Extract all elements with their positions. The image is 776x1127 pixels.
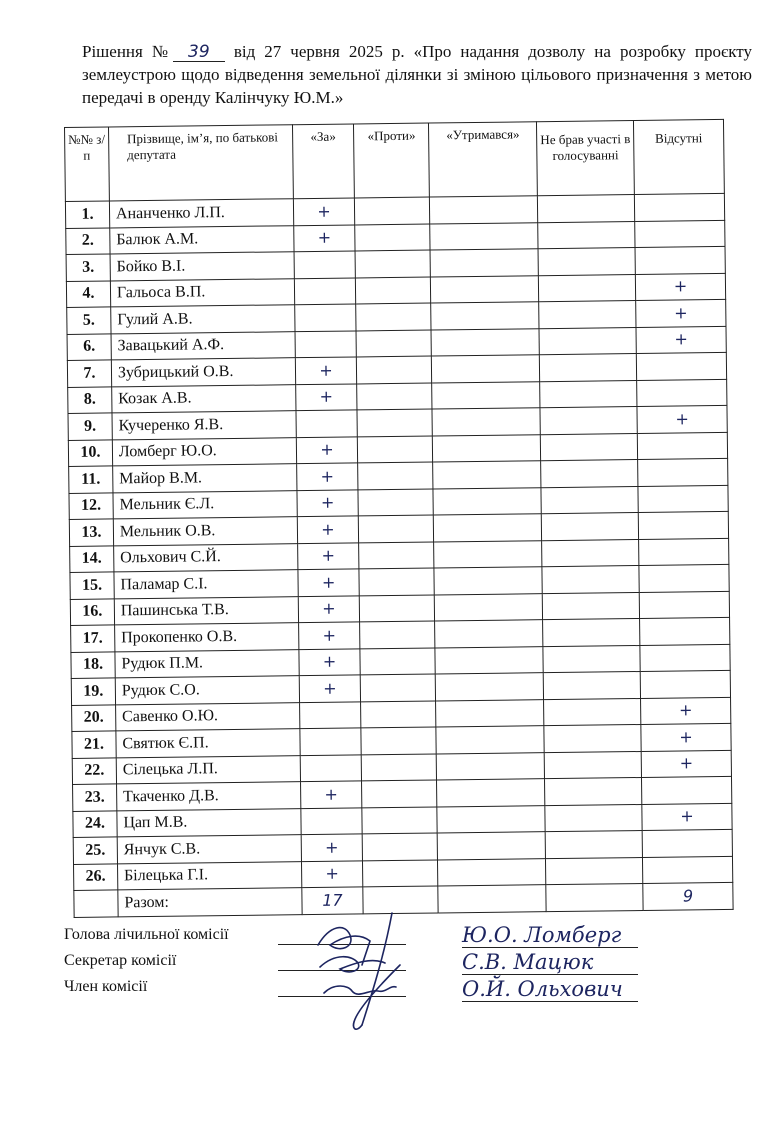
vote-absent-cell: + [641,723,731,751]
row-number: 13. [69,519,113,546]
row-number: 9. [68,413,112,440]
deputy-name: Козак А.В. [112,384,296,413]
vote-for-cell: + [295,383,357,410]
vote-for-cell [296,410,358,437]
row-number: 25. [73,837,117,864]
deputy-name: Мельник Є.Л. [113,490,297,519]
vote-abstain-cell [432,355,540,383]
row-number: 22. [72,757,116,784]
row-number: 18. [71,651,115,678]
vote-abstain-cell [434,567,542,595]
row-number: 12. [69,492,113,519]
role-member: Член комісії [64,978,148,995]
deputy-name: Цап М.В. [117,808,301,837]
vote-for-cell: + [293,224,355,251]
row-number: 17. [71,625,115,652]
vote-absent-cell: + [642,803,732,831]
header-name: Прізвище, ім’я, по батькові депутата [108,125,293,201]
deputy-name: Савенко О.Ю. [115,702,299,731]
total-for: 17 [301,887,363,914]
vote-not-voted-cell [539,274,636,302]
vote-absent-cell [642,829,732,857]
vote-abstain-cell [436,673,544,701]
decision-text: від 27 червня 2025 р. «Про надання дозволу на розробку проєкту землеустрою щодо відведення земельної ділянки зі зміною цільового призначення з метою передачі в оренду Калінчуку Ю.М.» [82,42,752,107]
header-against: «Проти» [354,123,430,198]
vote-not-voted-cell [542,566,639,594]
vote-not-voted-cell [541,486,638,514]
total-absent: 9 [643,882,733,910]
vote-for-cell [295,330,357,357]
vote-abstain-cell [433,461,541,489]
vote-absent-cell [637,432,727,460]
vote-not-voted-cell [542,539,639,567]
vote-absent-cell [636,352,726,380]
vote-not-voted-cell [538,221,635,249]
total-label: Разом: [118,888,302,917]
vote-abstain-cell [430,196,538,224]
vote-for-cell: + [301,860,363,887]
deputy-name: Бойко В.І. [110,252,294,281]
vote-absent-cell [634,193,724,221]
vote-for-cell: + [297,542,359,569]
vote-absent-cell [638,485,728,513]
vote-abstain-cell [430,222,538,250]
row-number: 24. [73,810,117,837]
signature-name-chair: Ю.О. Ломберг [462,923,638,948]
vote-absent-cell [640,644,730,672]
vote-against-cell [360,621,435,648]
vote-abstain-cell [432,408,540,436]
vote-absent-cell: + [637,405,727,433]
vote-for-cell: + [298,648,360,675]
row-number: 19. [71,678,115,705]
vote-against-cell [355,250,430,277]
vote-against-cell [357,409,432,436]
table-body [65,193,732,890]
row-number: 20. [72,704,116,731]
vote-for-cell [294,277,356,304]
vote-not-voted-cell [546,857,643,885]
vote-absent-cell [640,670,730,698]
vote-against-cell [355,197,430,224]
vote-not-voted-cell [542,592,639,620]
vote-absent-cell [639,564,729,592]
vote-abstain-cell [434,514,542,542]
deputy-name: Мельник О.В. [113,517,297,546]
vote-not-voted-cell [545,777,642,805]
vote-absent-cell [639,591,729,619]
header-number: №№ з/п [65,127,110,202]
vote-not-voted-cell [541,460,638,488]
vote-against-cell [363,859,438,886]
deputy-name: Ломберг Ю.О. [112,437,296,466]
vote-absent-cell: + [636,326,726,354]
decision-number: 39 [173,43,225,62]
vote-not-voted-cell [545,830,642,858]
deputy-name: Рудюк П.М. [115,649,299,678]
vote-against-cell [363,833,438,860]
vote-against-cell [362,753,437,780]
deputy-name: Гулий А.В. [111,305,295,334]
vote-not-voted-cell [541,513,638,541]
vote-not-voted-cell [540,380,637,408]
vote-against-cell [361,727,436,754]
vote-absent-cell: + [636,299,726,327]
vote-against-cell [359,568,434,595]
vote-for-cell: + [298,595,360,622]
signature-name-secretary: С.В. Мацюк [462,950,638,975]
vote-absent-cell [637,379,727,407]
vote-abstain-cell [435,646,543,674]
vote-for-cell: + [297,516,359,543]
vote-absent-cell [635,246,725,274]
vote-abstain-cell [431,328,539,356]
vote-not-voted-cell [544,698,641,726]
vote-abstain-cell [433,434,541,462]
vote-for-cell: + [299,675,361,702]
vote-absent-cell [635,220,725,248]
vote-against-cell [356,303,431,330]
vote-absent-cell: + [641,750,731,778]
vote-for-cell: + [296,463,358,490]
vote-not-voted-cell [545,804,642,832]
vote-abstain-cell [433,487,541,515]
deputy-name: Паламар С.І. [114,570,298,599]
vote-for-cell: + [298,622,360,649]
vote-absent-cell [639,538,729,566]
row-number: 14. [70,545,114,572]
deputy-name: Рудюк С.О. [115,676,299,705]
row-number: 26. [74,863,118,890]
vote-for-cell: + [300,781,362,808]
vote-for-cell: + [301,834,363,861]
decision-prefix: Рішення № [82,42,173,61]
row-number: 10. [68,439,112,466]
vote-abstain-cell [437,752,545,780]
vote-for-cell: + [297,489,359,516]
signature-name-member: О.Й. Ольхович [462,977,638,1002]
vote-for-cell [299,728,361,755]
vote-abstain-cell [437,832,545,860]
vote-not-voted-cell [544,724,641,752]
deputy-name: Білецька Г.І. [117,861,301,890]
vote-not-voted-cell [543,619,640,647]
deputy-name: Пашинська Т.В. [114,596,298,625]
vote-abstain-cell [431,275,539,303]
deputy-name: Ольхович С.Й. [114,543,298,572]
row-number: 8. [68,386,112,413]
handwritten-signature-icon [300,905,420,1035]
vote-table [64,119,734,918]
vote-abstain-cell [434,540,542,568]
vote-not-voted-cell [539,327,636,355]
vote-against-cell [355,224,430,251]
row-number: 16. [70,598,114,625]
header-not-voted: Не брав участі в голосуванні [537,121,635,196]
vote-absent-cell [638,458,728,486]
vote-abstain-cell [435,593,543,621]
vote-abstain-cell [435,620,543,648]
row-number: 23. [73,784,117,811]
header-for: «За» [292,124,355,199]
vote-for-cell: + [293,198,355,225]
vote-absent-cell: + [641,697,731,725]
vote-not-voted-cell [538,195,635,223]
vote-not-voted-cell [539,301,636,329]
vote-abstain-cell [437,779,545,807]
deputy-name: Янчук С.В. [117,835,301,864]
vote-absent-cell: + [635,273,725,301]
header-abstain: «Утримався» [429,122,538,197]
deputy-name: Прокопенко О.В. [114,623,298,652]
row-number: 15. [70,572,114,599]
vote-for-cell: + [297,569,359,596]
row-number: 11. [69,466,113,493]
vote-absent-cell [638,511,728,539]
total-not-voted [546,883,643,911]
vote-against-cell [358,462,433,489]
vote-for-cell [300,807,362,834]
vote-against-cell [361,674,436,701]
vote-for-cell [300,754,362,781]
total-abstain [438,885,546,913]
deputy-name: Зубрицький О.В. [111,358,295,387]
vote-abstain-cell [430,249,538,277]
deputy-name: Святюк Є.П. [116,729,300,758]
vote-not-voted-cell [540,354,637,382]
vote-not-voted-cell [544,751,641,779]
vote-for-cell [294,251,356,278]
vote-absent-cell [640,617,730,645]
vote-not-voted-cell [543,671,640,699]
deputy-name: Завацький А.Ф. [111,331,295,360]
vote-against-cell [362,806,437,833]
deputy-name: Майор В.М. [113,464,297,493]
row-number: 6. [67,333,111,360]
row-number: 1. [65,201,109,228]
vote-against-cell [360,648,435,675]
header-absent: Відсутні [634,119,725,194]
vote-not-voted-cell [538,248,635,276]
vote-against-cell [356,277,431,304]
deputy-name: Ткаченко Д.В. [116,782,300,811]
row-number: 3. [66,254,110,281]
vote-absent-cell [643,856,733,884]
vote-absent-cell [642,776,732,804]
table-header-row [65,119,725,201]
row-number: 4. [66,280,110,307]
vote-not-voted-cell [543,645,640,673]
vote-against-cell [358,489,433,516]
row-number: 5. [67,307,111,334]
vote-against-cell [362,780,437,807]
vote-abstain-cell [436,726,544,754]
row-number: 2. [66,227,110,254]
vote-for-cell: + [295,357,357,384]
role-chair: Голова лічильної комісії [64,926,229,943]
vote-abstain-cell [432,381,540,409]
deputy-name: Кучеренко Я.В. [112,411,296,440]
vote-not-voted-cell [540,407,637,435]
deputy-name: Ананченко Л.П. [109,199,293,228]
vote-against-cell [358,436,433,463]
deputy-name: Балюк А.М. [110,225,294,254]
total-empty-cell [74,890,118,917]
vote-against-cell [357,356,432,383]
vote-for-cell [294,304,356,331]
vote-against-cell [356,330,431,357]
vote-abstain-cell [438,858,546,886]
vote-abstain-cell [437,805,545,833]
vote-not-voted-cell [541,433,638,461]
row-number: 7. [67,360,111,387]
vote-against-cell [357,383,432,410]
vote-against-cell [359,515,434,542]
vote-against-cell [360,595,435,622]
vote-abstain-cell [431,302,539,330]
vote-abstain-cell [436,699,544,727]
vote-against-cell [361,700,436,727]
row-number: 21. [72,731,116,758]
deputy-name: Гальоса В.П. [110,278,294,307]
vote-for-cell: + [296,436,358,463]
deputy-name: Сілецька Л.П. [116,755,300,784]
vote-against-cell [359,542,434,569]
decision-title [82,40,752,109]
vote-for-cell [299,701,361,728]
role-secretary: Секретар комісії [64,952,177,969]
